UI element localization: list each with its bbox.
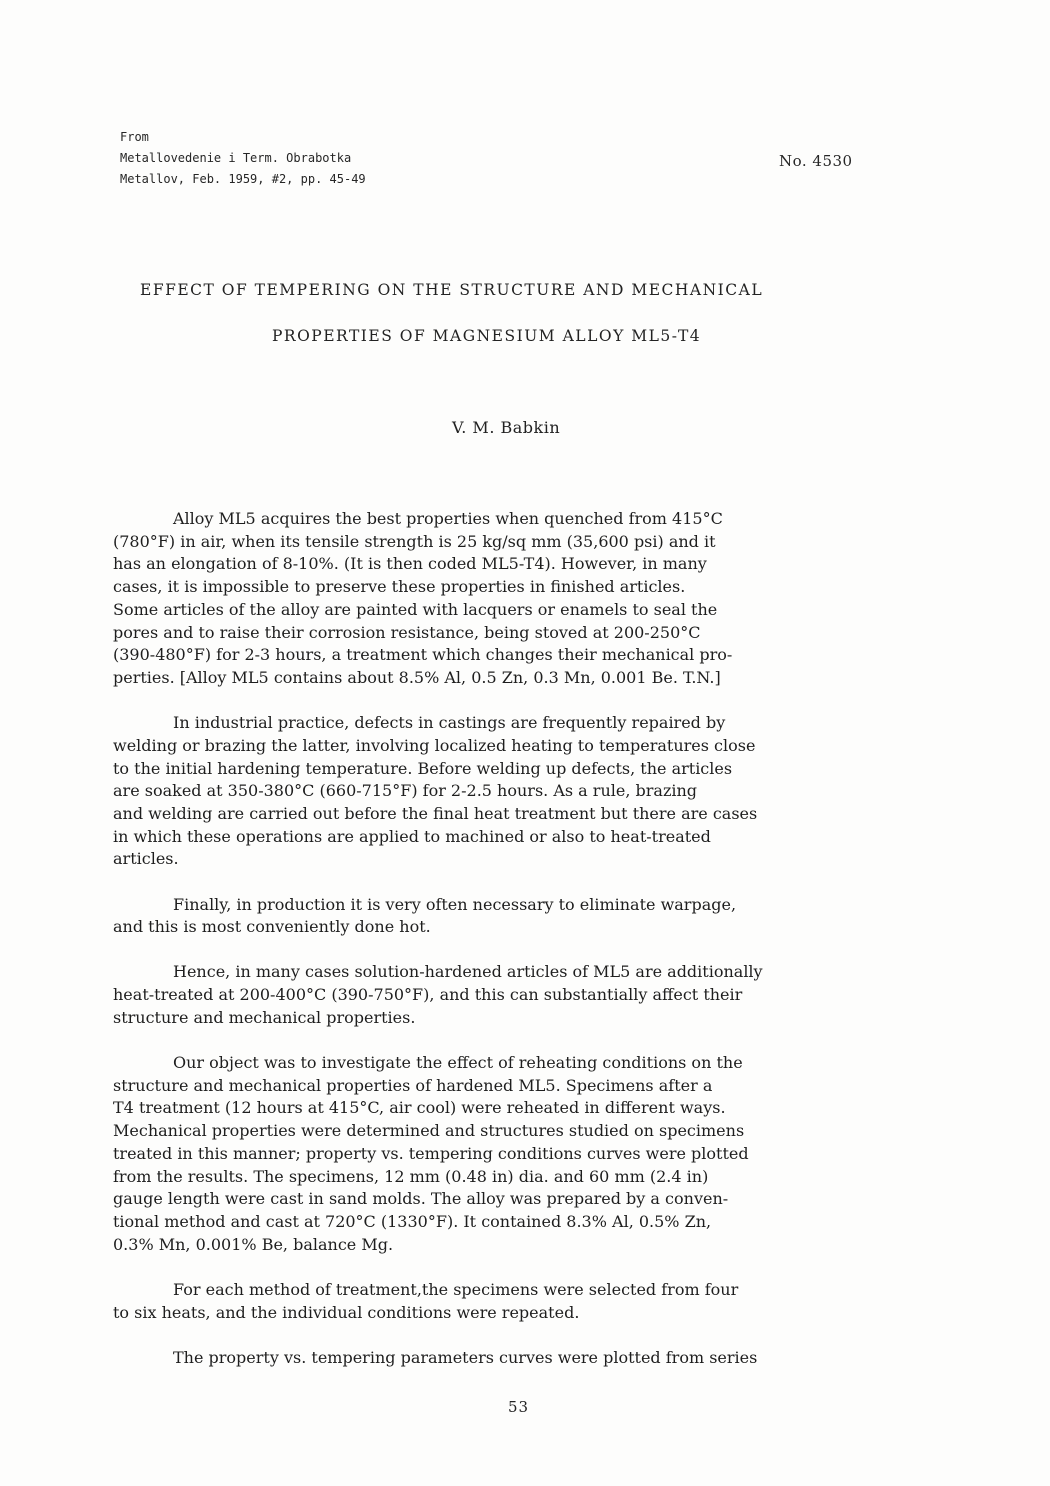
paragraph-line: cases, it is impossible to preserve these properties in finished articles. <box>113 577 686 597</box>
body-text <box>113 508 913 1392</box>
paragraph-line: The property vs. tempering parameters curves were plotted from series <box>173 1347 758 1367</box>
paragraph-line: from the results. The specimens, 12 mm (0.48 in) dia. and 60 mm (2.4 in) <box>113 1166 709 1186</box>
paragraph-line: are soaked at 350-380°C (660-715°F) for 2-2.5 hours. As a rule, brazing <box>113 781 698 801</box>
paragraph-line: structure and mechanical properties. <box>113 1007 416 1027</box>
paragraph-line: Some articles of the alloy are painted with lacquers or enamels to seal the <box>113 599 718 619</box>
paragraph-line: In industrial practice, defects in castings are frequently repaired by <box>173 713 726 733</box>
paragraph-line: articles. <box>113 849 179 869</box>
paragraph-line: and welding are carried out before the final heat treatment but there are cases <box>113 803 758 823</box>
paragraph-line: gauge length were cast in sand molds. The alloy was prepared by a conven- <box>113 1189 729 1209</box>
paragraph <box>113 1347 913 1370</box>
source-line: From <box>120 130 149 144</box>
author-name: V. M. Babkin <box>452 418 561 437</box>
paragraph-line: For each method of treatment,the specimens were selected from four <box>173 1279 739 1299</box>
paragraph-line: T4 treatment (12 hours at 415°C, air cool) were reheated in different ways. <box>113 1098 726 1118</box>
paragraph-line: (390-480°F) for 2-3 hours, a treatment which changes their mechanical pro- <box>113 645 733 665</box>
paragraph-line: Alloy ML5 acquires the best properties when quenched from 415°C <box>173 509 723 528</box>
source-citation <box>120 127 366 190</box>
title-line-2: PROPERTIES OF MAGNESIUM ALLOY ML5-T4 <box>272 327 702 345</box>
paragraph <box>113 894 913 939</box>
paragraph-line: treated in this manner; property vs. tempering conditions curves were plotted <box>113 1143 749 1163</box>
paragraph <box>113 1052 913 1256</box>
paragraph-line: 0.3% Mn, 0.001% Be, balance Mg. <box>113 1234 394 1254</box>
paragraph <box>113 1279 913 1324</box>
source-line: Metallov, Feb. 1959, #2, pp. 45-49 <box>120 172 366 186</box>
paragraph-line: Hence, in many cases solution-hardened articles of ML5 are additionally <box>173 962 763 982</box>
paragraph-line: tional method and cast at 720°C (1330°F). It contained 8.3% Al, 0.5% Zn, <box>113 1211 712 1231</box>
paragraph-line: Our object was to investigate the effect of reheating conditions on the <box>173 1053 743 1073</box>
source-line: Metallovedenie i Term. Obrabotka <box>120 151 352 165</box>
paragraph <box>113 961 913 1029</box>
paragraph-line: to six heats, and the individual conditions were repeated. <box>113 1302 580 1322</box>
paragraph-line: and this is most conveniently done hot. <box>113 917 431 937</box>
paragraph-line: has an elongation of 8-10%. (It is then coded ML5-T4). However, in many <box>113 554 707 574</box>
paragraph <box>113 712 913 871</box>
paragraph-line: structure and mechanical properties of hardened ML5. Specimens after a <box>113 1075 713 1095</box>
paragraph-line: perties. [Alloy ML5 contains about 8.5% Al, 0.5 Zn, 0.3 Mn, 0.001 Be. T.N.] <box>113 667 721 687</box>
paragraph-line: heat-treated at 200-400°C (390-750°F), and this can substantially affect their <box>113 985 743 1005</box>
paragraph <box>113 508 913 690</box>
paragraph-line: in which these operations are applied to machined or also to heat-treated <box>113 826 711 846</box>
page-number: 53 <box>508 1398 530 1416</box>
paragraph-line: (780°F) in air, when its tensile strength is 25 kg/sq mm (35,600 psi) and it <box>113 531 716 551</box>
paragraph-line: Mechanical properties were determined and structures studied on specimens <box>113 1121 745 1141</box>
paragraph-line: pores and to raise their corrosion resistance, being stoved at 200-250°C <box>113 622 701 642</box>
paragraph-line: Finally, in production it is very often necessary to eliminate warpage, <box>173 894 737 914</box>
paragraph-line: to the initial hardening temperature. Before welding up defects, the articles <box>113 758 733 778</box>
document-number: No. 4530 <box>779 152 853 170</box>
title-line-1: EFFECT OF TEMPERING ON THE STRUCTURE AND MECHANICAL <box>140 281 764 299</box>
paragraph-line: welding or brazing the latter, involving localized heating to temperatures close <box>113 735 756 755</box>
